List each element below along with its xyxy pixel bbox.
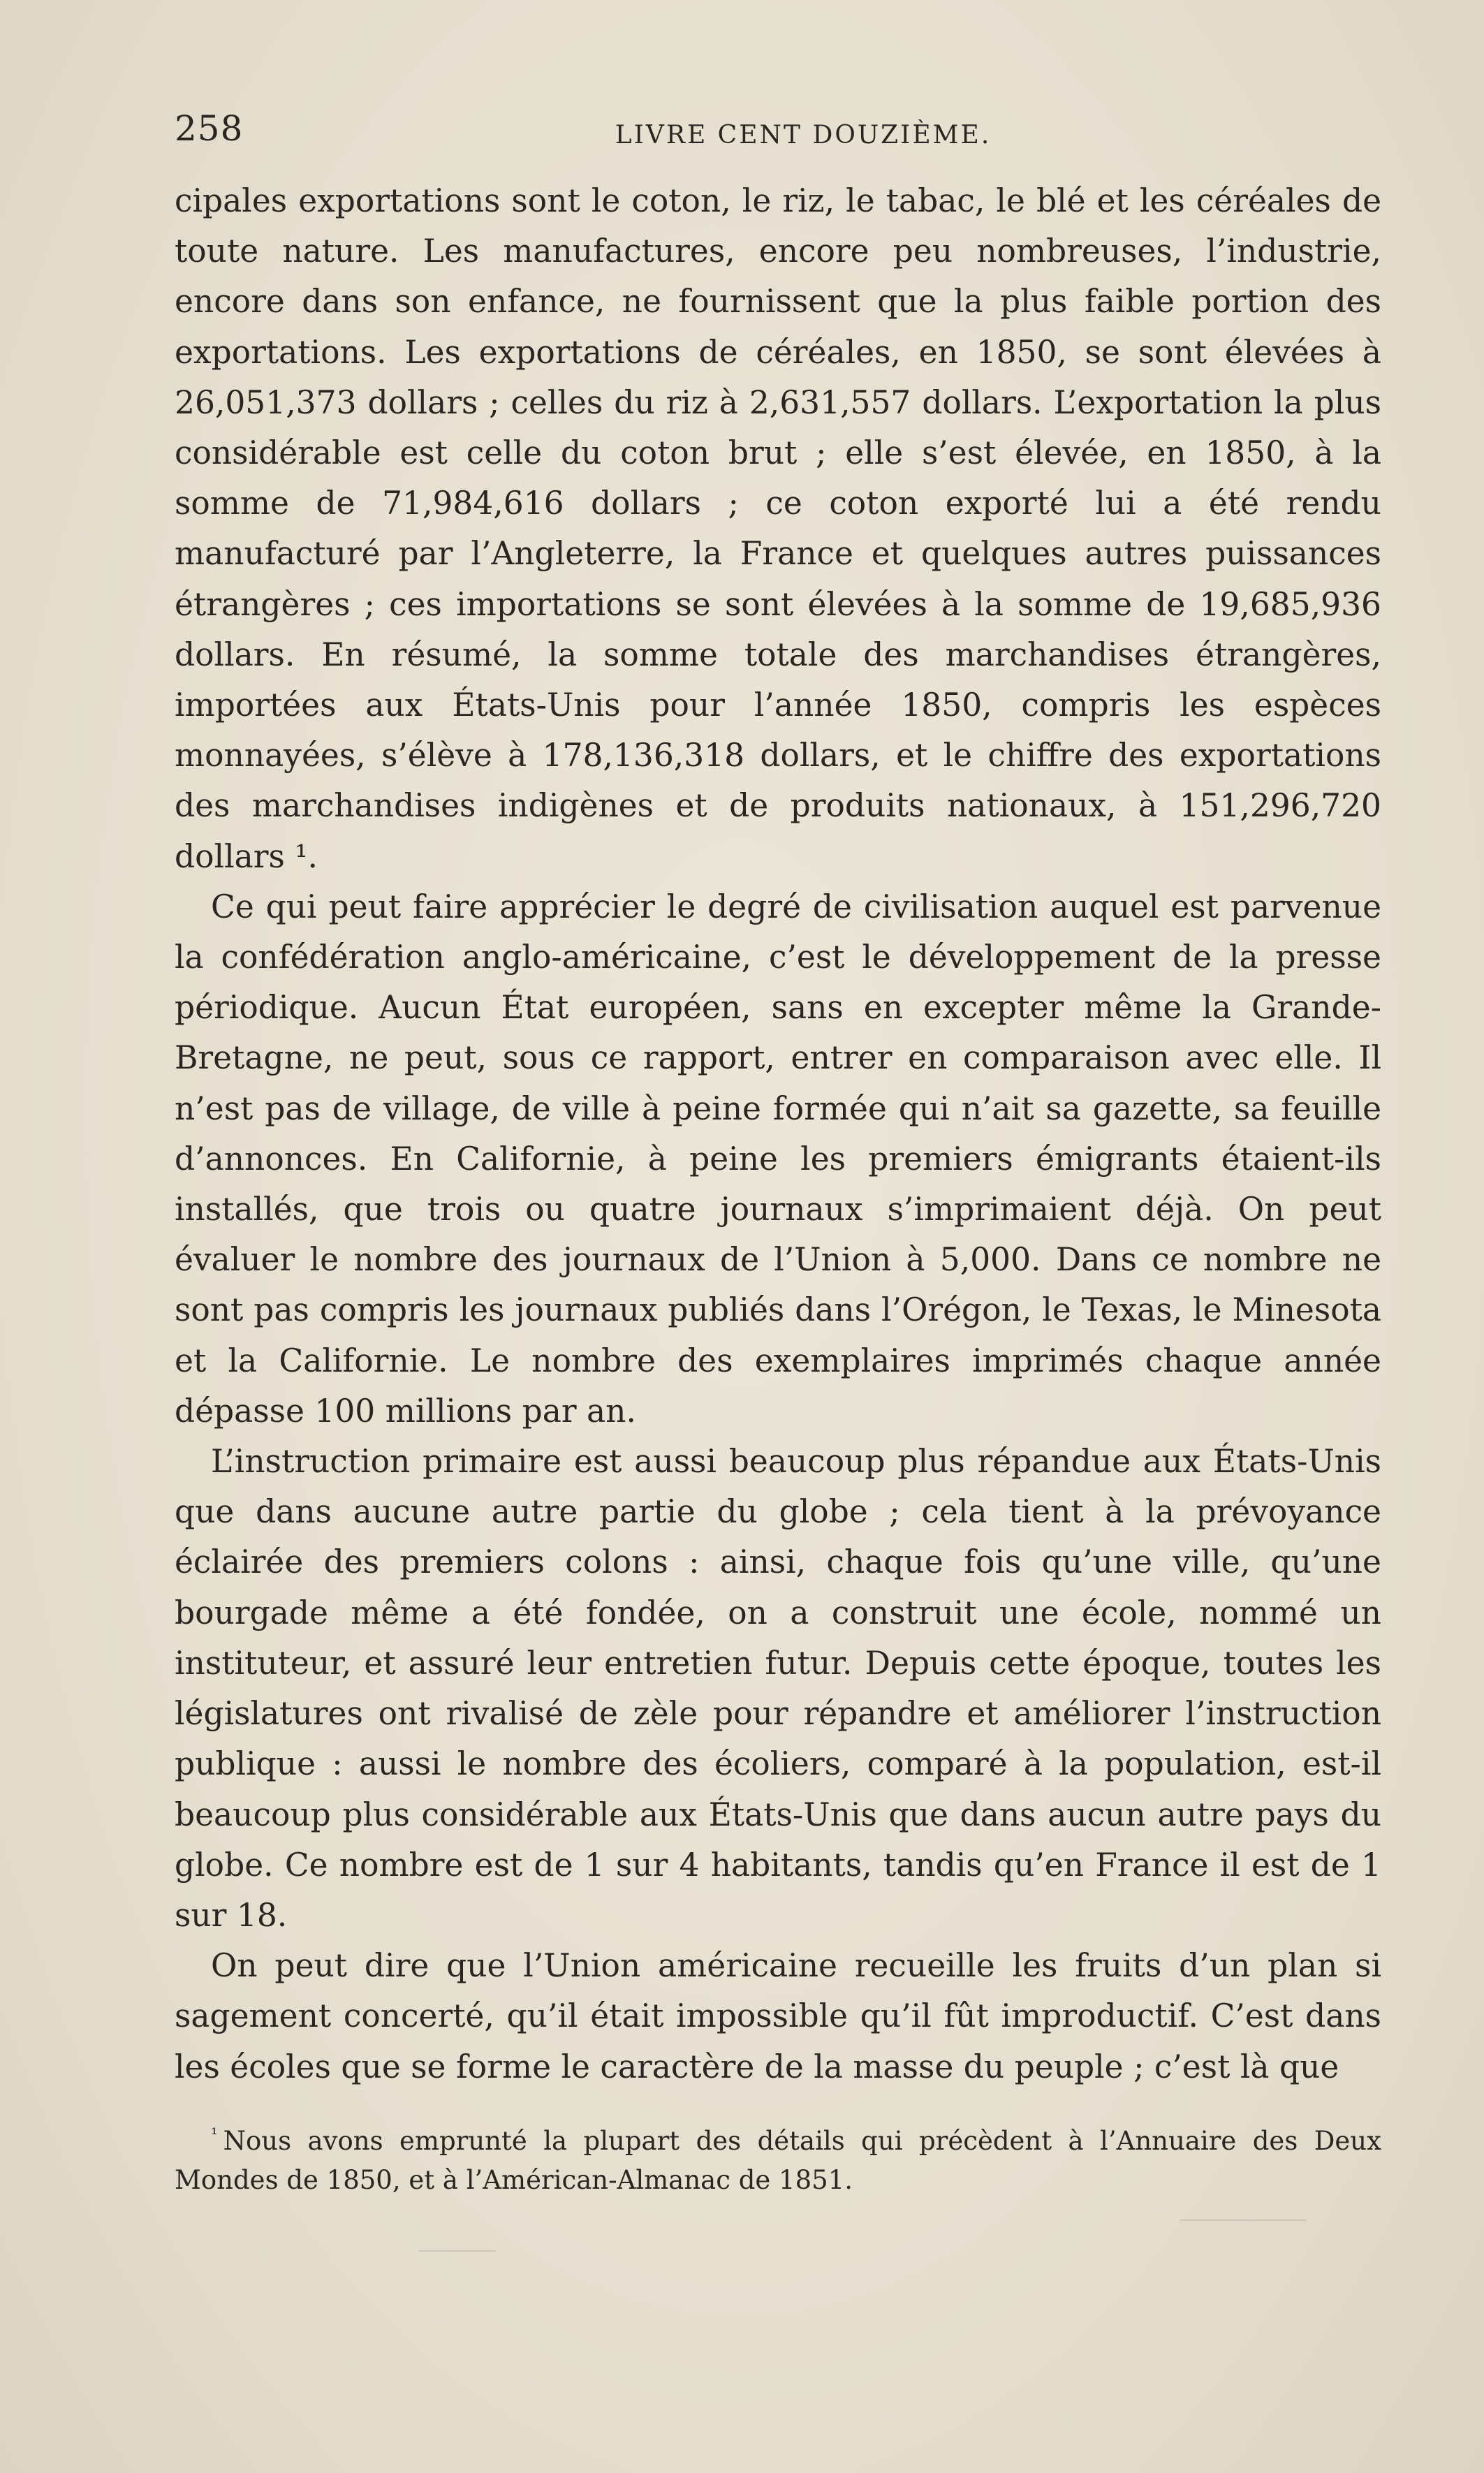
print-specks xyxy=(1180,2219,1306,2221)
running-head xyxy=(175,108,1390,157)
footnotes xyxy=(175,2115,1381,2200)
footnote-text: Nous avons emprunté la plupart des détails qui précèdent à l’Annuaire des Deux Mondes de 1850, et à l’Américan-Almanac de 1851. xyxy=(175,2126,1381,2195)
footnote-mark: ¹ xyxy=(211,2125,218,2144)
paragraph-4: On peut dire que l’Union américaine recueille les fruits d’un plan si sagement concerté, qu’il était impossible qu’il fût improductif. C’est dans les écoles que se forme le caractère de la masse du peuple ; c’est là que xyxy=(175,1947,1381,2085)
running-head-title: LIVRE CENT DOUZIÈME. xyxy=(615,121,992,149)
print-specks xyxy=(419,2250,496,2252)
footnote-1 xyxy=(175,2115,1381,2200)
paragraph-2: Ce qui peut faire apprécier le degré de civilisation auquel est parvenue la confédération anglo-américaine, c’est le développement de la presse périodique. Aucun État européen, sans en excepter même la Grande-Bretagne, ne peut, sous ce rapport, entrer en comparaison avec elle. Il n’est pas de village, de ville à peine formée qui n’ait sa gazette, sa feuille d’annonces. En Californie, à peine les premiers émigrants étaient-ils installés, que trois ou quatre journaux s’imprimaient déjà. On peut évaluer le nombre des journaux de l’Union à 5,000. Dans ce nombre ne sont pas compris les journaux publiés dans l’Orégon, le Texas, le Minesota et la Californie. Le nombre des exemplaires imprimés chaque année dépasse 100 millions par an. xyxy=(175,888,1381,1430)
paragraph-3: L’instruction primaire est aussi beaucoup plus répandue aux États-Unis que dans aucune autre partie du globe ; cela tient à la prévoyance éclairée des premiers colons : ainsi, chaque fois qu’une ville, qu’une bourgade même a été fondée, on a construit une école, nommé un instituteur, et assuré leur entretien futur. Depuis cette époque, toutes les législatures ont rivalisé de zèle pour répandre et améliorer l’instruction publique : aussi le nombre des écoliers, comparé à la population, est-il beaucoup plus considérable aux États-Unis que dans aucun autre pays du globe. Ce nombre est de 1 sur 4 habitants, tandis qu’en France il est de 1 sur 18. xyxy=(175,1443,1381,1934)
paragraph-1: cipales exportations sont le coton, le riz, le tabac, le blé et les céréales de toute nature. Les manufactures, encore peu nombreuses, l’industrie, encore dans son enfance, ne fournissent que la plus faible portion des exportations. Les exportations de céréales, en 1850, se sont élevées à 26,051,373 dollars ; celles du riz à 2,631,557 dollars. L’exportation la plus considérable est celle du coton brut ; elle s’est élevée, en 1850, à la somme de 71,984,616 dollars ; ce coton exporté lui a été rendu manufacturé par l’Angleterre, la France et quelques autres puissances étrangères ; ces importations se sont élevées à la somme de 19,685,936 dollars. En résumé, la somme totale des marchandises étrangères, importées aux États-Unis pour l’année 1850, compris les espèces monnayées, s’élève à 178,136,318 dollars, et le chiffre des exportations des marchandises indigènes et de produits nationaux, à 151,296,720 dollars ¹. xyxy=(175,182,1381,875)
body-text xyxy=(175,176,1381,2092)
page-number: 258 xyxy=(175,108,244,149)
